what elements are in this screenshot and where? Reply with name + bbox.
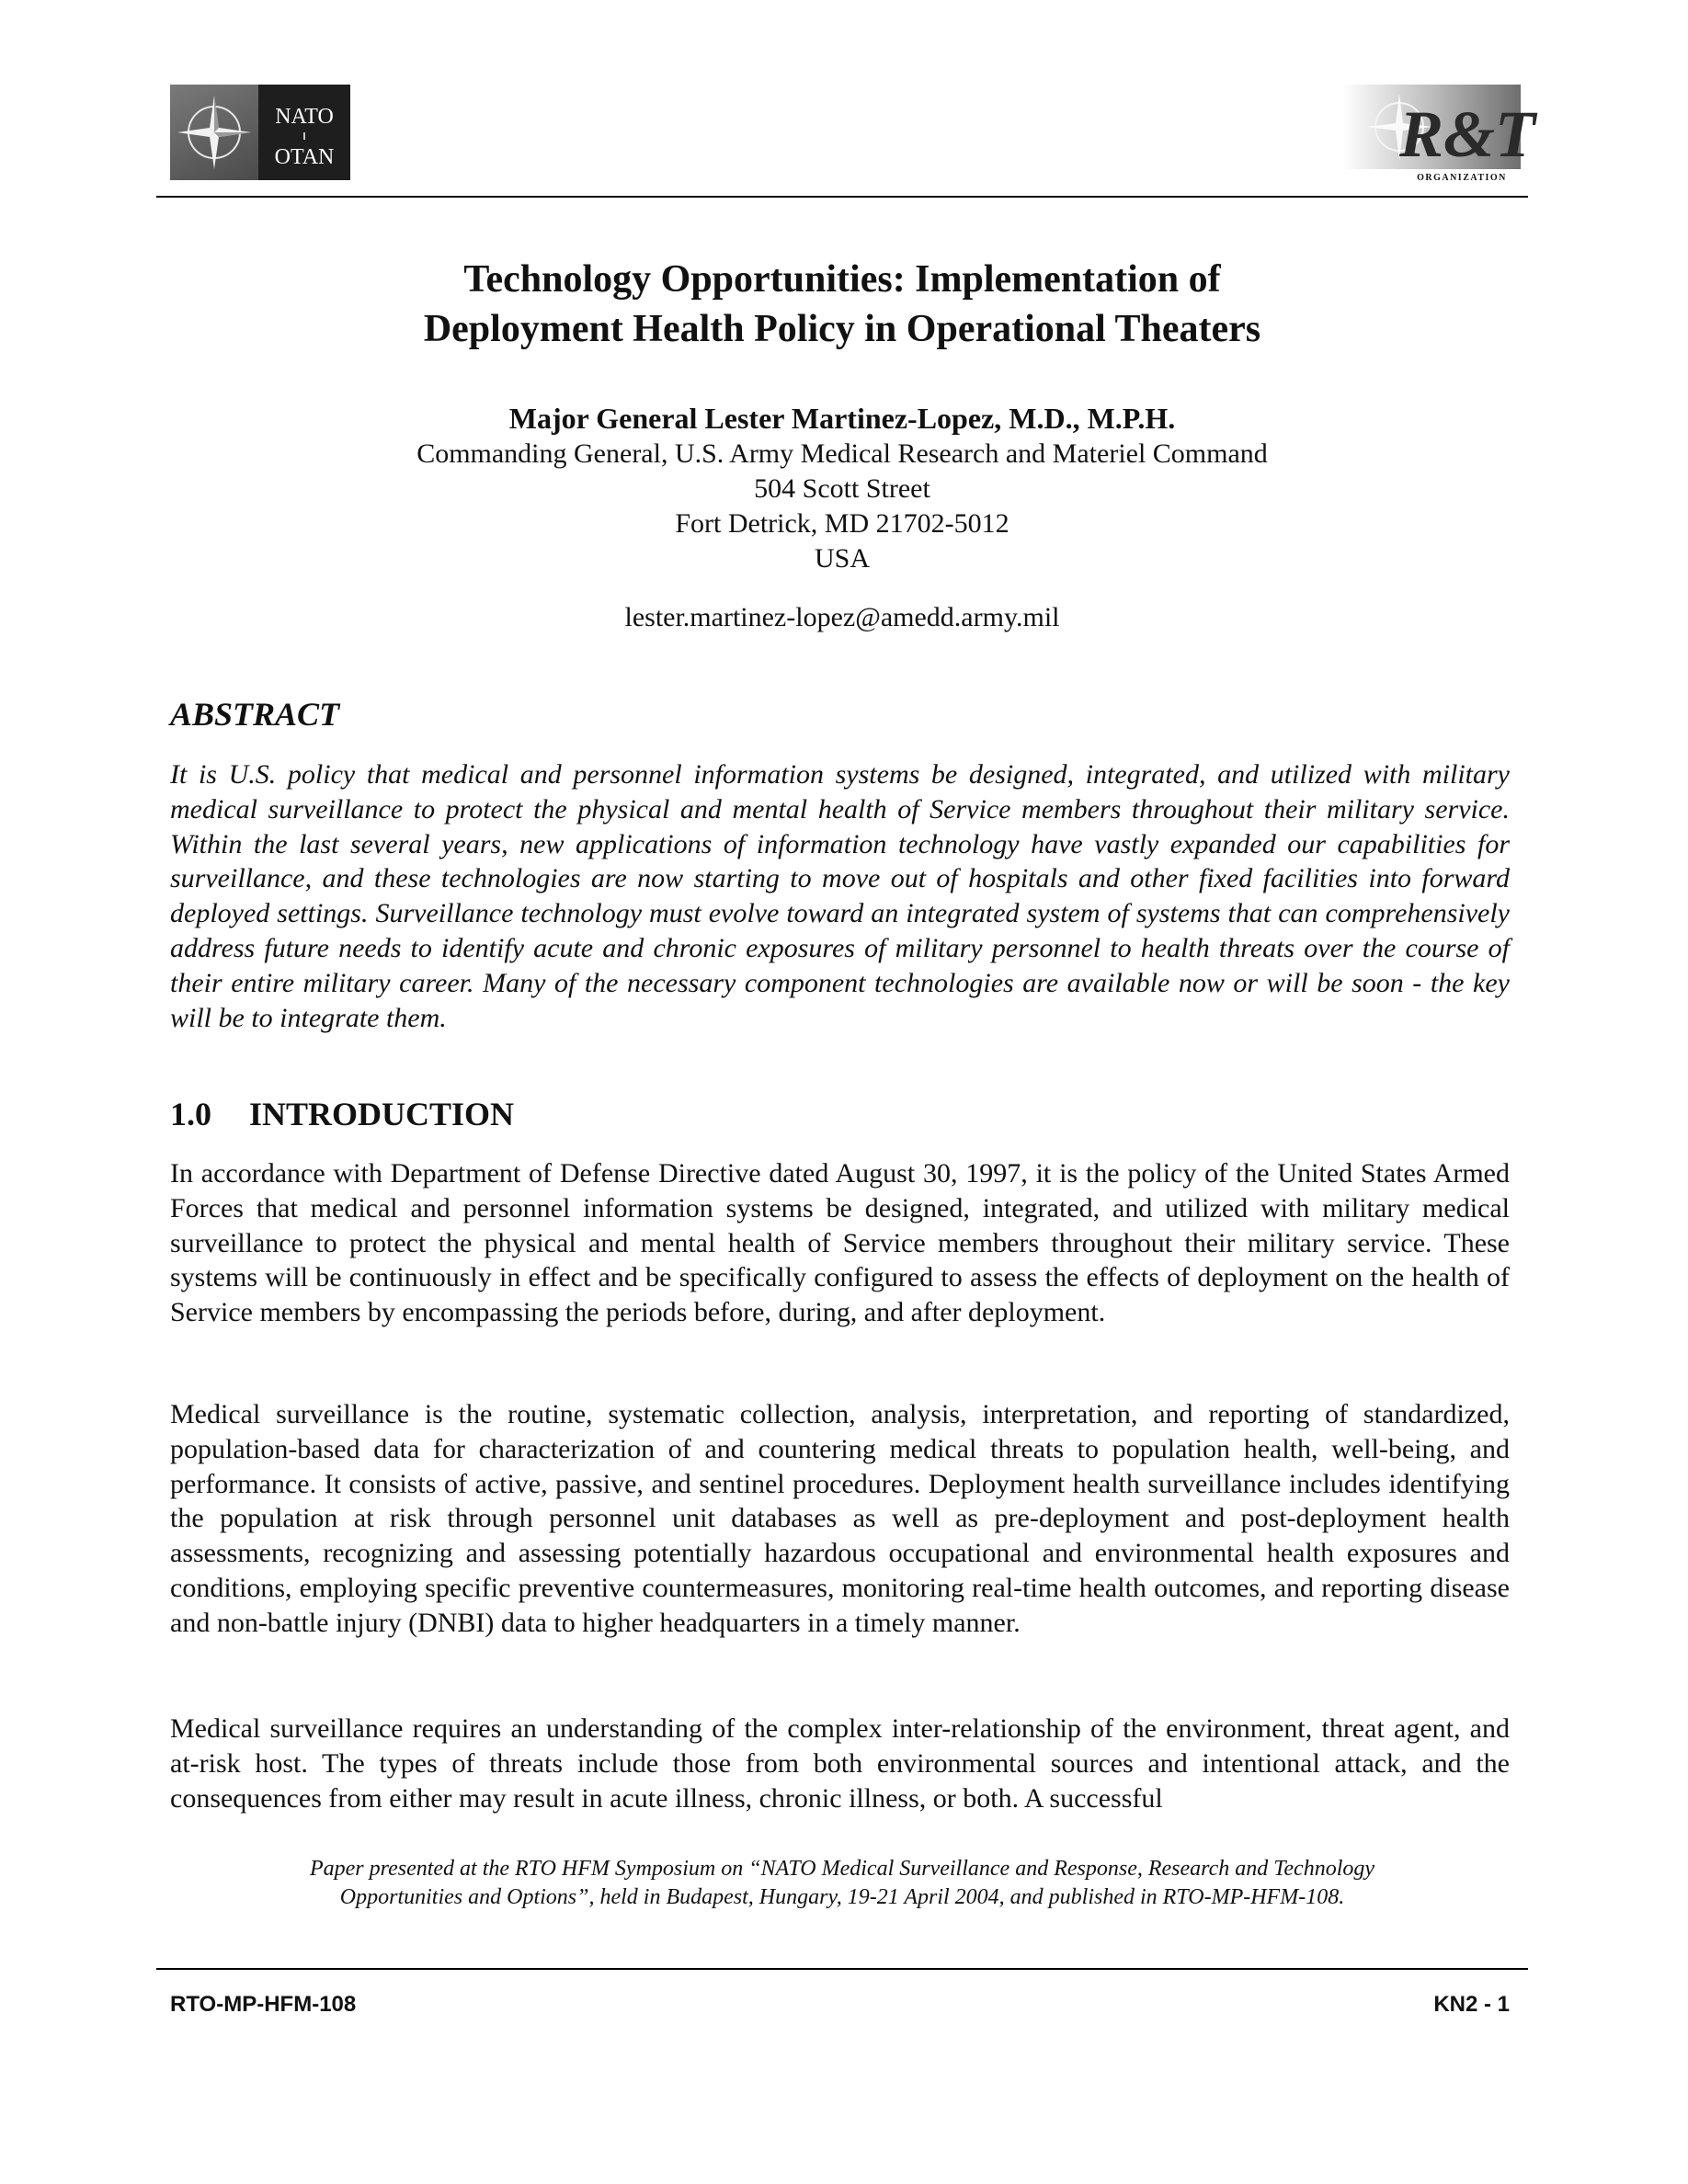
page-number: KN2 - 1	[1433, 1992, 1510, 2017]
title-line-2: Deployment Health Policy in Operational Theaters	[423, 308, 1261, 350]
author-email: lester.martinez-lopez@amedd.army.mil	[624, 602, 1060, 632]
symposium-footnote	[156, 1855, 1528, 1912]
body-paragraph: Medical surveillance requires an understanding of the complex inter-relationship of the environment, threat agent, and at-risk host. The types of threats include those from both environmental sources and intentional attack, and the consequences from either may result in acute illness, chronic illness, or both. A successful	[170, 1713, 1510, 1814]
rt-letters: R&T	[1398, 97, 1536, 171]
body-paragraph: Medical surveillance is the routine, systematic collection, analysis, interpretation, and reporting of standardized, population-based data for characterization of and countering medical threats to population health, well-being, and performance. It consists of active, passive, and sentinel procedures. Deployment health surveillance includes identifying the population at risk through personnel unit databases as well as pre-deployment and post-deployment health assessments, recognizing and assessing potentially hazardous occupational and environmental health exposures and conditions, employing specific preventive countermeasures, monitoring real-time health outcomes, and reporting disease and non-battle injury (DNBI) data to higher headquarters in a timely manner.	[170, 1399, 1510, 1638]
nato-otan-logo	[170, 85, 350, 180]
abstract-heading: ABSTRACT	[170, 696, 340, 733]
otan-text: OTAN	[274, 145, 335, 169]
footnote-line: Paper presented at the RTO HFM Symposium on “NATO Medical Surveillance and Response, Research and Technology	[309, 1857, 1375, 1881]
section-title: INTRODUCTION	[249, 1096, 515, 1132]
section-number: 1.0	[170, 1096, 211, 1132]
author-name: Major General Lester Martinez-Lopez, M.D., M.P.H.	[508, 402, 1176, 435]
affiliation-line: Commanding General, U.S. Army Medical Research and Materiel Command	[416, 438, 1268, 469]
paper-title	[156, 255, 1528, 354]
footnote-line: Opportunities and Options”, held in Budapest, Hungary, 19-21 April 2004, and published in RTO-MP-HFM-108.	[339, 1885, 1345, 1909]
organization-text: ORGANIZATION	[1417, 173, 1507, 183]
affiliation-line: 504 Scott Street	[754, 473, 930, 504]
footer-rule	[156, 1968, 1528, 1970]
header-rule	[156, 196, 1528, 198]
title-line-1: Technology Opportunities: Implementation of	[463, 258, 1221, 301]
report-number: RTO-MP-HFM-108	[170, 1992, 357, 2017]
rto-logo	[1342, 85, 1536, 184]
abstract-text: It is U.S. policy that medical and personnel information systems be designed, integrated, and utilized with military medical surveillance to protect the physical and mental health of Service members throughout their military service. Within the last several years, new applications of information technology have vastly expanded our capabilities for surveillance, and these technologies are now starting to move out of hospitals and other fixed facilities into forward deployed settings. Surveillance technology must evolve toward an integrated system of systems that can comprehensively address future needs to identify acute and chronic exposures of military personnel to health threats over the course of their entire military career. Many of the necessary component technologies are available now or will be soon - the key will be to integrate them.	[170, 759, 1510, 1033]
introduction-heading	[170, 1094, 514, 1134]
nato-text: NATO	[275, 105, 334, 129]
author-affiliation	[156, 437, 1528, 576]
affiliation-line: USA	[814, 543, 870, 574]
affiliation-line: Fort Detrick, MD 21702-5012	[675, 508, 1009, 539]
body-paragraph: In accordance with Department of Defense Directive dated August 30, 1997, it is the policy of the United States Armed Forces that medical and personnel information systems be designed, integrated, and utilized with military medical surveillance to protect the physical and mental health of Service members throughout their military service. These systems will be continuously in effect and be specifically configured to assess the effects of deployment on the health of Service members by encompassing the periods before, during, and after deployment.	[170, 1158, 1510, 1328]
